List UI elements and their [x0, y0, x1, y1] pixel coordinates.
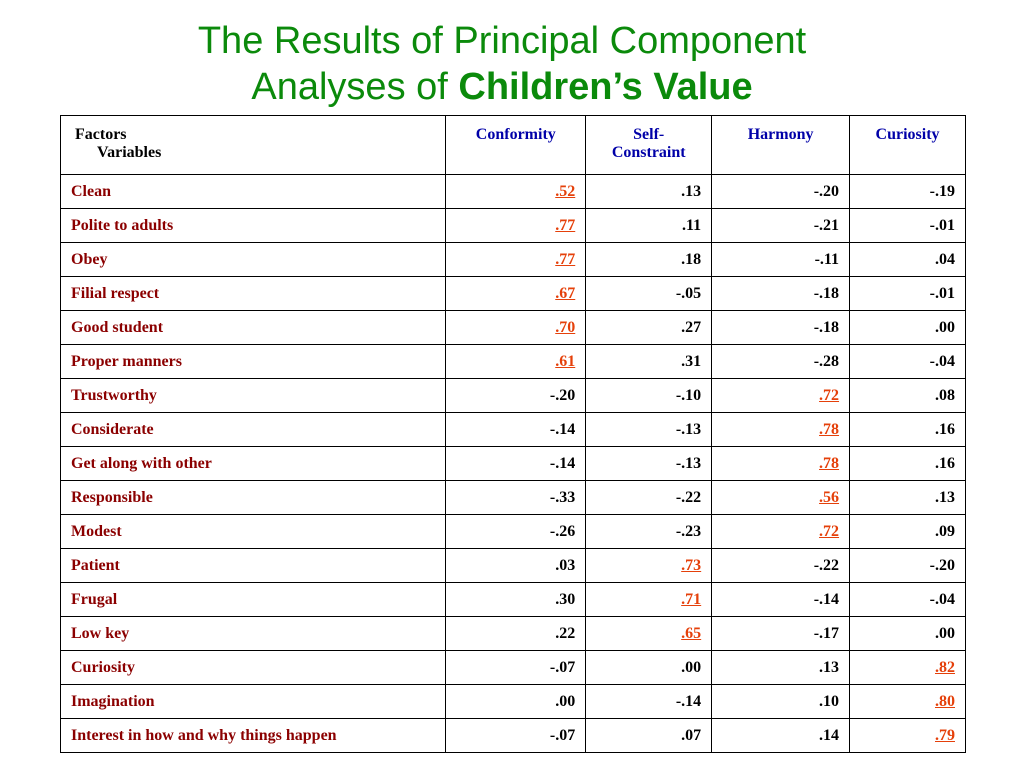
loading-value: -.04	[850, 345, 966, 379]
loading-value: .04	[850, 243, 966, 277]
table-row	[61, 617, 966, 651]
loading-value: .11	[586, 209, 712, 243]
table-row	[61, 651, 966, 685]
loading-value-highlighted: .80	[850, 685, 966, 719]
table-row	[61, 447, 966, 481]
table-row	[61, 549, 966, 583]
loading-value-highlighted: .77	[446, 209, 586, 243]
loading-value: -.13	[586, 447, 712, 481]
variable-label: Interest in how and why things happen	[61, 719, 446, 753]
loading-value: .27	[586, 311, 712, 345]
corner-header	[61, 116, 446, 175]
column-header-self-constraint: Self- Constraint	[586, 116, 712, 175]
column-header-harmony: Harmony	[712, 116, 850, 175]
loading-value: .16	[850, 413, 966, 447]
slide-title	[0, 18, 1004, 110]
table-row	[61, 209, 966, 243]
loading-value: -.18	[712, 311, 850, 345]
loading-value: -.22	[586, 481, 712, 515]
loading-value: -.18	[712, 277, 850, 311]
loading-value: .00	[850, 617, 966, 651]
loading-value: -.22	[712, 549, 850, 583]
loading-value: -.10	[586, 379, 712, 413]
loading-value-highlighted: .73	[586, 549, 712, 583]
table-row	[61, 481, 966, 515]
variable-label: Filial respect	[61, 277, 446, 311]
loading-value: -.26	[446, 515, 586, 549]
loading-value: -.21	[712, 209, 850, 243]
variable-label: Proper manners	[61, 345, 446, 379]
table-row	[61, 719, 966, 753]
loading-value: .13	[586, 175, 712, 209]
loading-value: .13	[712, 651, 850, 685]
table-row	[61, 515, 966, 549]
variable-label: Obey	[61, 243, 446, 277]
loading-value: -.13	[586, 413, 712, 447]
loading-value-highlighted: .65	[586, 617, 712, 651]
table-row	[61, 413, 966, 447]
loading-value: .18	[586, 243, 712, 277]
variable-label: Good student	[61, 311, 446, 345]
loading-value: -.14	[712, 583, 850, 617]
loading-value: .00	[586, 651, 712, 685]
corner-variables-label: Variables	[97, 144, 162, 161]
variable-label: Polite to adults	[61, 209, 446, 243]
variable-label: Patient	[61, 549, 446, 583]
column-header-curiosity: Curiosity	[850, 116, 966, 175]
loading-value: .09	[850, 515, 966, 549]
loading-value: -.04	[850, 583, 966, 617]
loading-value: -.28	[712, 345, 850, 379]
loading-value-highlighted: .77	[446, 243, 586, 277]
loading-value: -.14	[586, 685, 712, 719]
loading-value: .00	[446, 685, 586, 719]
variable-label: Clean	[61, 175, 446, 209]
variable-label: Low key	[61, 617, 446, 651]
loading-value: .22	[446, 617, 586, 651]
loading-value-highlighted: .72	[712, 379, 850, 413]
loading-value: -.33	[446, 481, 586, 515]
loading-value: -.07	[446, 719, 586, 753]
variable-label: Frugal	[61, 583, 446, 617]
loading-value-highlighted: .78	[712, 413, 850, 447]
loading-value: -.17	[712, 617, 850, 651]
title-line-2-bold: Children’s Value	[458, 66, 753, 108]
title-line-1: The Results of Principal Component	[197, 20, 807, 62]
table-row	[61, 583, 966, 617]
loading-value-highlighted: .61	[446, 345, 586, 379]
table-row	[61, 379, 966, 413]
table-row	[61, 345, 966, 379]
column-header-conformity: Conformity	[446, 116, 586, 175]
table-row	[61, 243, 966, 277]
loading-value: -.05	[586, 277, 712, 311]
variable-label: Curiosity	[61, 651, 446, 685]
loading-value: -.20	[712, 175, 850, 209]
variable-label: Modest	[61, 515, 446, 549]
title-line-2-prefix: Analyses of	[251, 66, 459, 108]
loading-value-highlighted: .67	[446, 277, 586, 311]
variable-label: Get along with other	[61, 447, 446, 481]
loading-value: -.01	[850, 209, 966, 243]
variable-label: Responsible	[61, 481, 446, 515]
loading-value: -.14	[446, 447, 586, 481]
table-row	[61, 277, 966, 311]
variable-label: Imagination	[61, 685, 446, 719]
loading-value: .13	[850, 481, 966, 515]
loading-value: -.11	[712, 243, 850, 277]
loading-value-highlighted: .71	[586, 583, 712, 617]
loading-value: .10	[712, 685, 850, 719]
table-body	[61, 175, 966, 753]
loading-value: -.23	[586, 515, 712, 549]
loading-value: .30	[446, 583, 586, 617]
loading-value-highlighted: .79	[850, 719, 966, 753]
pca-results-table	[60, 115, 966, 753]
loading-value-highlighted: .72	[712, 515, 850, 549]
loading-value: -.07	[446, 651, 586, 685]
loading-value-highlighted: .82	[850, 651, 966, 685]
loading-value-highlighted: .78	[712, 447, 850, 481]
loading-value: .08	[850, 379, 966, 413]
table-row	[61, 175, 966, 209]
loading-value-highlighted: .70	[446, 311, 586, 345]
loading-value: .14	[712, 719, 850, 753]
loading-value: .00	[850, 311, 966, 345]
title-line-2	[0, 64, 1004, 110]
table-row	[61, 685, 966, 719]
loading-value: -.14	[446, 413, 586, 447]
loading-value-highlighted: .52	[446, 175, 586, 209]
table-row	[61, 311, 966, 345]
variable-label: Trustworthy	[61, 379, 446, 413]
loading-value: -.20	[850, 549, 966, 583]
loading-value-highlighted: .56	[712, 481, 850, 515]
corner-factors-label: Factors	[75, 126, 127, 143]
loading-value: .07	[586, 719, 712, 753]
loading-value: .31	[586, 345, 712, 379]
loading-value: .03	[446, 549, 586, 583]
table-header-row	[61, 116, 966, 175]
loading-value: -.01	[850, 277, 966, 311]
loading-value: .16	[850, 447, 966, 481]
loading-value: -.19	[850, 175, 966, 209]
loading-value: -.20	[446, 379, 586, 413]
variable-label: Considerate	[61, 413, 446, 447]
